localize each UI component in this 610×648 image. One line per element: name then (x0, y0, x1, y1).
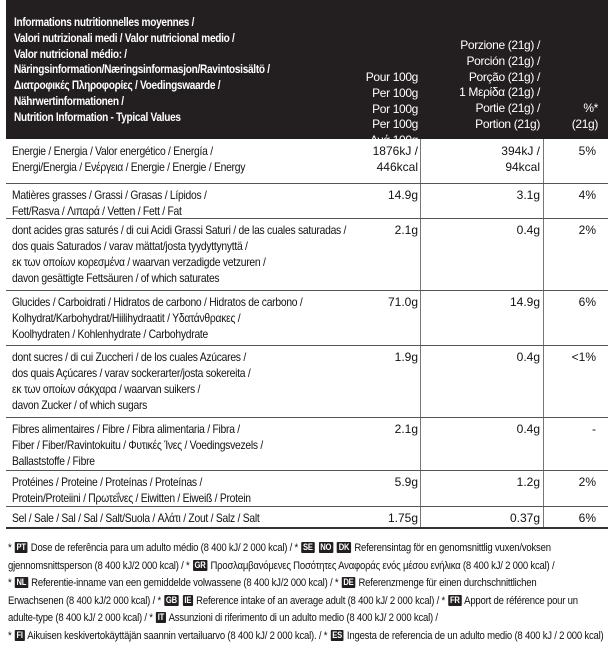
nutrient-row (6, 218, 608, 291)
header-portion-line: 1 Μερίδα (21g) / (459, 85, 540, 100)
value-per-portion (517, 349, 540, 365)
nutrient-row (6, 417, 608, 471)
footnote-text: adulte-type (8 400 kJ/ 2 000 kcal) / * (8, 612, 156, 625)
header-portion-line: Porzione (21g) / (460, 38, 540, 52)
nutrient-label-line: εκ των οποίων κορεσμένα / waarvan verzadigde vetzuren / (12, 255, 266, 269)
footnote-line (8, 540, 551, 558)
footnote-text: * (8, 577, 14, 590)
header-per-100g-line: Per 100g (372, 117, 418, 132)
header-per-100g (366, 70, 418, 149)
country-code-badge: GR (194, 559, 206, 570)
footnote-text (315, 542, 317, 554)
footnote-text: Προσλαμβανόμενες Ποσότητες Αναφοράς ενός μέσου ενήλικα (8 400 kJ/ 2 000 kcal) / (208, 559, 555, 572)
value-per-100g (395, 474, 418, 490)
nutrient-row (6, 139, 608, 184)
nutrient-label-line: Koolhydraten / Kohlenhydrate / Carbohydrate (12, 327, 209, 341)
header-portion-line: Portion (21g) (475, 116, 540, 131)
value-per-portion-line: 394kJ / (501, 144, 540, 158)
header-per-portion (459, 38, 540, 133)
nutrient-label (12, 474, 251, 506)
country-code-badge: FI (16, 629, 23, 640)
nutrient-label-line: Kolhydrat/Karbohydrat/Hiilihydraatit / Υδατάνθρακες / (12, 311, 241, 325)
nutrient-label-line: dos quais Saturados / varav mättat/josta tyydyttynyttä / (12, 239, 248, 253)
nutrient-label (12, 222, 346, 286)
header-line: Nährwertinformationen / (14, 93, 124, 108)
nutrient-label-line: davon Zucker / of which sugars (12, 398, 148, 412)
header-title (14, 15, 270, 126)
country-code-badge: FR (450, 594, 460, 605)
header-per-100g-line: Per 100g (372, 85, 418, 100)
header-portion-line: Porção (21g) / (468, 69, 540, 84)
footnote-text: Apport de référence pour un (462, 594, 578, 607)
value-per-100g-line: 1.9g (394, 350, 418, 364)
value-per-portion (501, 143, 540, 175)
header-per-100g-line: Pour 100g (365, 70, 418, 84)
value-percent-ri: 2% (578, 475, 596, 489)
country-code-badge: DE (343, 577, 354, 588)
value-per-100g (388, 294, 418, 310)
footnote-text: Referenzmenge für einen durchschnittlichen (356, 577, 537, 590)
value-per-100g (388, 510, 418, 526)
value-per-portion-line: 0.4g (516, 223, 540, 237)
footnote-text: gjennomsnittsperson (8 400 kJ/2 000 kcal) / * (8, 559, 192, 572)
footnote-line (8, 610, 513, 628)
nutrient-label-line: Energi/Energia / Ενέργεια / Energie / Energie / Energy (12, 160, 246, 174)
value-per-portion-line: 14.9g (509, 295, 540, 309)
footnote-text: Ingesta de referencia de un adulto medio (8 400 kJ / 2 000 kcal) (344, 629, 604, 642)
value-per-100g-line: 1876kJ / (372, 144, 418, 158)
value-per-portion (517, 474, 540, 490)
country-code-badge: IT (157, 612, 165, 623)
header-line: Διατροφικές Πληροφορίες / Voedingswaarde / (14, 78, 221, 93)
value-per-100g-line: 71.0g (387, 295, 418, 309)
footnote-line (8, 593, 578, 611)
footnote-text: Assunzioni di riferimento di un adulto medio (8 400 kJ/ 2 000 kcal) / (166, 612, 438, 625)
value-per-portion-line: 0.4g (516, 422, 540, 436)
footnote-text: Aikuisen keskivertokäyttäjän saannin vertailuarvo (8 400 kJ/ 2 000 kcal). / * (25, 629, 330, 642)
footnote-text: * (8, 629, 14, 642)
value-percent-ri: - (592, 422, 596, 436)
value-percent-ri: 4% (578, 188, 596, 202)
header-line: Valor nutricional médio: / (14, 46, 127, 61)
header-line: Informations nutritionnelles moyennes / (14, 15, 195, 29)
value-per-100g (395, 222, 418, 238)
nutrient-label-line: Sel / Sale / Sal / Sal / Salt/Suola / Αλάτι / Zout / Salz / Salt (12, 511, 260, 525)
nutrient-label (12, 187, 207, 219)
nutrient-label (12, 349, 251, 413)
country-code-badge: GB (165, 594, 177, 605)
value-per-portion-line: 0.4g (516, 350, 540, 364)
header-per-100g-line: Ανά 100g (370, 133, 418, 148)
value-per-portion-line: 1.2g (516, 475, 540, 489)
nutrient-label (12, 143, 245, 175)
nutrient-label-line: davon gesättigte Fettsäuren / of which saturates (12, 271, 220, 285)
reference-intake-footnote (8, 540, 606, 646)
header-portion-line: Porción (21g) / (466, 53, 540, 68)
nutrient-label-line: Fiber / Fiber/Ravintokuitu / Φυτικές Ίνες / Voedingsvezels / (12, 438, 264, 452)
nutrient-label-line: Energie / Energia / Valor energético / Energía / (12, 144, 213, 158)
value-per-100g (373, 143, 418, 175)
value-percent-ri: 5% (578, 144, 596, 158)
country-code-badge: NO (320, 542, 332, 552)
value-percent-ri: 6% (578, 511, 596, 525)
value-per-portion (517, 222, 540, 238)
nutrient-label-line: dont acides gras saturés / di cui Acidi Grassi Saturi / de las cuales saturadas / (12, 223, 347, 237)
footnote-line (8, 628, 604, 646)
value-per-100g-line: 2.1g (394, 422, 418, 436)
nutrient-label-line: Fett/Rasva / Λιπαρά / Vetten / Fett / Fat (12, 204, 182, 218)
value-per-100g-line: 14.9g (387, 188, 418, 202)
value-per-portion-line: 0.37g (509, 511, 540, 525)
nutrient-row (6, 183, 608, 219)
nutrient-label (12, 294, 303, 342)
header-percent-line: (21g) (571, 116, 598, 131)
footnote-text: Dose de referência para um adulto médio (8 400 kJ/ 2 000 kcal) / * (28, 542, 301, 554)
header-percent-line: %* (583, 101, 598, 115)
footnote-text (179, 595, 181, 607)
footnote-text: Erwachsenen (8 400 kJ/2 000 kcal) / * (8, 594, 164, 607)
value-per-100g (395, 421, 418, 437)
value-per-100g-line: 5.9g (394, 475, 418, 489)
value-per-100g-line: 1.75g (387, 511, 418, 525)
country-code-badge: ES (332, 629, 342, 640)
footnote-text (334, 542, 336, 554)
value-per-portion-line: 94kcal (505, 160, 540, 174)
nutrient-label-line: Protéines / Proteine / Proteínas / Proteínas / (12, 475, 203, 489)
country-code-badge: DK (338, 542, 350, 552)
value-percent-ri: 2% (578, 223, 596, 237)
nutrient-row (6, 470, 608, 507)
nutrient-label-line: dos quais Açúcares / varav sockerarter/josta sokereita / (12, 366, 251, 380)
value-percent-ri: 6% (578, 295, 596, 309)
nutrition-header (6, 0, 608, 148)
header-line: Näringsinformation/Næringsinformasjon/Ravintosisältö / (14, 62, 270, 77)
header-per-100g-line: Por 100g (372, 101, 418, 116)
nutrient-label-line: Ballaststoffe / Fibre (12, 454, 95, 468)
country-code-badge: SE (303, 542, 313, 552)
header-percent-ri (572, 101, 598, 133)
footnote-text: * (8, 542, 14, 554)
nutrient-label-line: Matières grasses / Grassi / Grasas / Lípidos / (12, 188, 207, 202)
value-percent-ri: <1% (571, 350, 596, 364)
header-portion-line: Portie (21g) / (475, 101, 540, 116)
value-per-portion (517, 421, 540, 437)
footnote-line (8, 575, 537, 593)
value-per-portion (510, 294, 540, 310)
nutrient-label-line: Protein/Proteiini / Πρωτεΐνες / Eiwitten / Eiweiß / Protein (12, 491, 251, 505)
value-per-portion (517, 187, 540, 203)
value-per-portion (510, 510, 540, 526)
header-line: Valori nutrizionali medi / Valor nutricional medio / (14, 30, 235, 45)
footnote-text: Referensintag för en genomsnittlig vuxen/voksen (351, 542, 551, 554)
nutrient-row (6, 345, 608, 418)
value-per-100g (395, 349, 418, 365)
value-per-100g (388, 187, 418, 203)
nutrient-label-line: Fibres alimentaires / Fibre / Fibra alimentaria / Fibra / (12, 422, 240, 436)
nutrient-label-line: dont sucres / di cui Zuccheri / de los cuales Azúcares / (12, 350, 246, 364)
footnote-text: Reference intake of an average adult (8 400 kJ/ 2 000 kcal) / * (193, 594, 448, 607)
value-per-100g-line: 446kcal (376, 160, 418, 174)
footnote-line (8, 558, 555, 576)
value-per-100g-line: 2.1g (394, 223, 418, 237)
value-per-portion-line: 3.1g (516, 188, 540, 202)
footnote-text: Referentie-inname van een gemiddelde volwassene (8 400 kJ/2 000 kcal) / * (28, 577, 341, 590)
nutrient-label-line: εκ των οποίων σάκχαρα / waarvan suikers / (12, 382, 201, 396)
nutrient-row (6, 506, 608, 529)
country-code-badge: NL (16, 577, 27, 588)
country-code-badge: IE (184, 594, 192, 605)
header-line: Nutrition Information - Typical Values (14, 109, 181, 124)
nutrient-label-line: Glucides / Carboidrati / Hidratos de carbono / Hidratos de carbono / (12, 295, 303, 309)
nutrient-row (6, 290, 608, 346)
nutrient-label (12, 510, 259, 526)
nutrient-label (12, 421, 263, 469)
country-code-badge: PT (16, 542, 26, 552)
